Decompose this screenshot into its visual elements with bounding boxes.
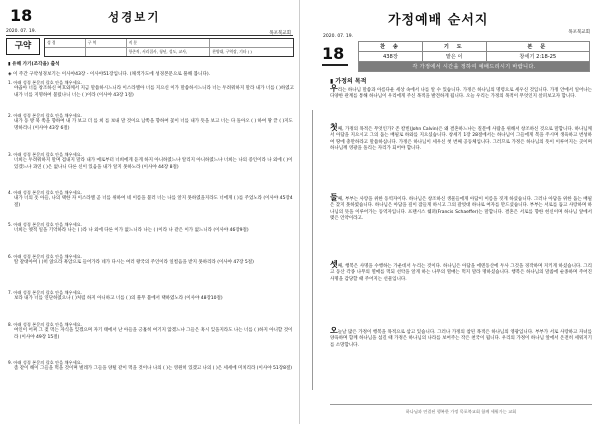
church-name: 목포북교회 — [269, 31, 291, 36]
paragraph-text: 째, 행복은 사명을 수행하는 가운데서 누리는 것이다. 하나님은 아담을 에덴동산에 두사 그것을 경작하며 지키게 하셨습니다. 그리고 동산 각종 나무의 열매를 먹되 선악을 알게 하는 나무의 열매는 먹지 말라 명하셨습니다. 행복은 하나님의 말씀에 순종하며 주어진 사명을 감당할 때 주어지는 선물입니다. — [330, 264, 592, 282]
paragraph-text: 리는 하나님 말씀과 아름다운 세상 속에서 나를 알 수 있습니다. 가정은 하나님의 명령으로 세우신 것입니다. 가정 안에서 일어나는 다양한 관계를 통해 하나님이 우리에게 주신 목적을 발견하게 됩니다. 오늘 우리는 가정의 목적이 무엇인지 살펴보고자 합니다. — [330, 88, 592, 100]
sermon-paragraph — [330, 125, 592, 152]
col-hymn: 찬 송 — [359, 42, 423, 52]
footer: 하나님과 연결된 행복한 가정 목포북교회 함께 세워가는 교회 — [330, 404, 592, 418]
divider — [6, 35, 293, 36]
dropcap: 셋 — [330, 260, 338, 269]
question-body: 여인이 어찌 그 젖 먹는 자식을 잊겠으며 자기 태에서 난 아들을 긍휼히 여기지 않겠느냐 그들은 혹시 잊을지라도 나는 너를 ( )하지 아니할 것이라 (이사야 49장 15절) — [14, 328, 293, 340]
question-heading: 4. 아래 성경 본문의 괄호 안을 채우세요. — [8, 190, 82, 195]
sermon-paragraph — [330, 86, 592, 101]
instructions: ◈ 이 주간 구약성경보기는 이사야43장 - 이사야51장입니다. (채색가도에 성경본문으로 풀해 봅니다). — [8, 72, 211, 77]
sermon-paragraph — [330, 328, 592, 349]
sermon-paragraph — [330, 262, 592, 283]
family-worship-page — [300, 0, 600, 424]
question — [8, 222, 294, 235]
issue-date: 2020. 07. 19. — [6, 29, 37, 34]
section-title: ▮ 가정의 목적 — [330, 78, 367, 85]
col-scripture: 본 문 — [486, 42, 589, 52]
notice-band: 각 가정에서 시간을 정하여 예배드리시기 바랍니다. — [359, 62, 590, 72]
form-cell: 구 역 — [86, 39, 127, 47]
scripture-value: 창세기 2:18-25 — [486, 52, 589, 62]
question — [8, 322, 294, 341]
form-header-row — [45, 39, 293, 48]
question-body: 보라 내가 너를 연단하였으나 ( )처럼 하지 아니하고 너를 ( )의 풀무 불에서 택하였노라 (이사야 48장10절) — [14, 296, 223, 302]
question-heading: 6. 아래 성경 본문의 괄호 안을 채우세요. — [8, 254, 82, 259]
question-body: 딸 갈대아여 ( )히 앉으라 흑암으로 들어가라 네가 다시는 여러 왕국의 주인이라 일컬음을 받지 못하리라 (이사야 47장 5절) — [14, 260, 254, 266]
question-heading: 1. 아래 성경 본문의 괄호 안을 채우세요. — [8, 80, 82, 85]
question-body: 너희는 옛적 일을 기억하라 나는 ( )라 나 외에 다른 이가 없느니라 나는 ( )이라 나 같은 이가 없느니라 (이사야 46장9절) — [14, 228, 249, 234]
table-header-row — [359, 42, 590, 52]
question-heading: 5. 아래 성경 본문의 괄호 안을 채우세요. — [8, 222, 82, 227]
question-body: 좀 같이 해이 그들을 먹을 것이며 벌레가 그들을 양털 같이 먹을 것이나 나의 ( )는 영원히 있겠고 나의 ( )은 세세에 미치리라 (이사야 51장8절) — [14, 366, 293, 372]
form-input[interactable] — [45, 48, 86, 57]
question — [8, 360, 294, 373]
prayer-value: 맡은 이 — [422, 52, 486, 62]
form-value-row — [45, 48, 293, 57]
question — [8, 190, 294, 209]
issue-date: 2020. 07. 19. — [323, 34, 354, 39]
form-input[interactable]: 찬양대, 구역장, 기타 ( ) — [212, 48, 252, 54]
question-body: 너희는 두려워하지 말며 겁내지 말라 내가 예로부터 너희에게 듣게 하지 아니하였느냐 알리지 아니하였느냐 너희는 나의 증인이라 나 외에 ( )이 있겠느냐 과연 ( )은 없나니 다른 신이 있음을 내가 알지 못하노라 (이사야 44장 8절) — [14, 158, 293, 170]
question — [8, 80, 294, 99]
question-body: 내가 동 방 북 쪽을 향하여 내 가 보고 더 를 희 를 보내 말 것이요 남쪽을 향하여 꽃이 너를 내가 뜻을 보고 너는 다 돌아오 ( ) 하여 땅 끝 ( )지도 명하리니 (이사야 43장 6절) — [14, 119, 293, 131]
form-cell: 직 분 — [127, 39, 211, 47]
question — [8, 113, 294, 132]
sermon-paragraph — [330, 195, 592, 222]
info-form — [44, 38, 294, 57]
testament-badge: 구약 — [6, 38, 40, 55]
col-prayer: 기 도 — [422, 42, 486, 52]
church-name: 목포북교회 — [568, 30, 590, 35]
paragraph-text: 늘날 많은 가정이 행복을 목적으로 삼고 있습니다. 그러나 가정의 참된 목적은 하나님의 영광입니다. 부부가 서로 사랑하고 자녀를 양육하며 함께 하나님을 섬길 때 가정은 하나님의 나라를 보여주는 작은 천국이 됩니다. 우리의 가정이 하나님 앞에서 온전히 세워지기를 소망합니다. — [330, 330, 592, 348]
notice-row — [359, 62, 590, 72]
dropcap: 둘 — [330, 193, 338, 202]
page-title: 성경보기 — [108, 10, 161, 24]
form-input[interactable]: 항존직, 서리집사, 청년, 성도, 교사, — [127, 48, 211, 57]
paragraph-text: 째, 가정의 목적은 무엇인가? 존 칼빈(John Calvin)은 왜 결혼하느냐는 질문에 사람을 위해서 창조하신 것으로 말합니다. 하나님께서 아담을 지으시고 그의 돕는 배필로 하와를 지으셨습니다. 창세기 1장 28절에서는 하나님이 그들에게 복을 주시며 생육하고 번성하여 땅에 충만하라고 말씀하십니다. 가정은 하나님이 세우신 첫 번째 공동체입니다. 그러므로 가정은 하나님의 뜻이 이루어지는 곳이며 하나님께 영광을 돌리는 자리가 되어야 합니다. — [330, 127, 592, 151]
question — [8, 152, 294, 171]
dropcap: 오 — [330, 326, 338, 335]
page-title: 가정예배 순서지 — [388, 13, 489, 28]
issue-number: 18 — [10, 6, 33, 25]
form-cell — [210, 39, 293, 47]
question-heading: 8. 아래 성경 본문의 괄호 안을 채우세요. — [8, 322, 82, 327]
hymn-value: 438장 — [359, 52, 423, 62]
question-body: 야곱아 너를 창조하신 여호와께서 지금 말씀하시느니라 이스라엘아 너를 지으신 이가 말씀하시느니라 너는 두려워하지 말라 내가 너를 ( )하였고 내가 너를 지명하여 불렀나니 너는 ( )이라 (이사야 43장 1절) — [14, 86, 294, 98]
question — [8, 290, 294, 303]
paragraph-text: 째, 부부는 사랑을 위한 동역자이다. 하나님은 창조하신 생물들에게 아담이 이름을 짓게 하셨습니다. 그러나 아담을 위한 돕는 배필은 찾지 못하였습니다. 하나님은 아담을 깊이 잠들게 하시고 그의 갈빗대 하나로 여자를 만드셨습니다. 부부는 서로를 돕고 사랑하며 하나님의 뜻을 이루어가는 동역자입니다. 프랜시스 쉐퍼(Francis Schaeffer)는 말합니다. 결혼은 서로를 향한 헌신이며 하나님 앞에서 맺은 언약이라고. — [330, 197, 592, 221]
question-heading: 3. 아래 성경 본문의 괄호 안을 채우세요. — [8, 152, 82, 157]
question-heading: 7. 아래 성경 본문의 괄호 안을 채우세요. — [8, 290, 82, 295]
dropcap: 첫 — [330, 123, 338, 132]
form-input[interactable] — [86, 48, 127, 57]
table-row — [359, 52, 590, 62]
form-cell: 성 경 — [45, 39, 86, 47]
question-body: 내가 너의 옷 아들, 나의 택한 자 이스라엘 곧 너를 위하여 네 이름을 불러 너는 나를 알지 못하였을지라도 너에게 ( )를 주었노라 (이사야 45장4절) — [14, 196, 293, 208]
question — [8, 254, 294, 267]
issue-number: 18 — [322, 44, 348, 66]
worship-order-table — [358, 41, 590, 72]
subtitle: ▮ 유해 가기(조각을) 출석 — [8, 62, 60, 67]
question-heading: 2. 아래 성경 본문의 괄호 안을 채우세요. — [8, 113, 82, 118]
dropcap: 우 — [330, 84, 338, 93]
question-heading: 9. 아래 성경 본문의 괄호 안을 채우세요. — [8, 360, 82, 365]
margin-line — [312, 110, 313, 390]
